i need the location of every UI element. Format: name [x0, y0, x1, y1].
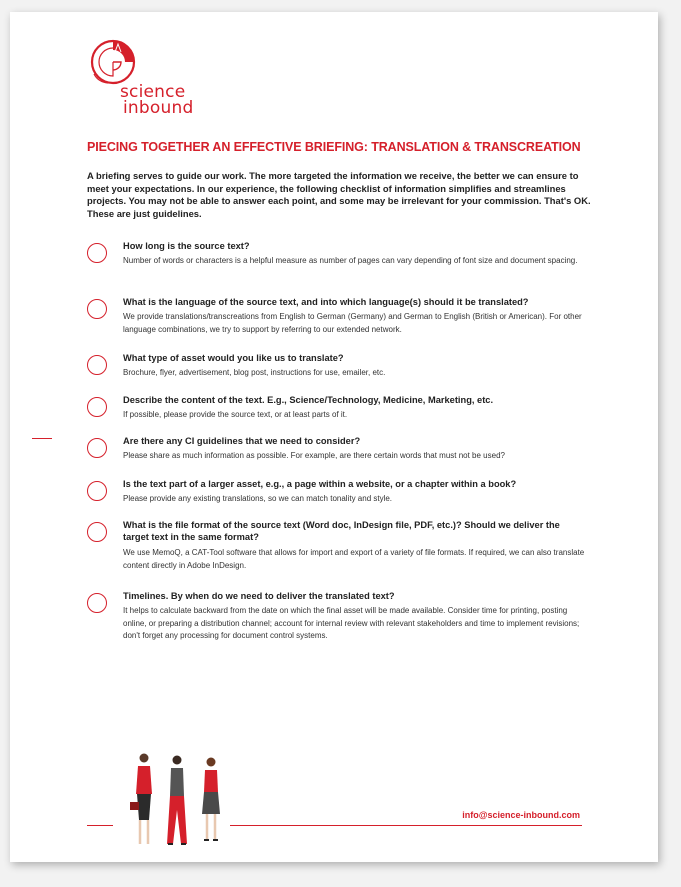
checklist-answer: We use MemoQ, a CAT-Tool software that allows for import and export of a variety of file formats. If required, we can also translate content directly in Adobe InDesign.: [123, 548, 585, 570]
logo-wordmark: [120, 84, 193, 116]
checklist-answer: If possible, please provide the source text, or at least parts of it.: [123, 410, 348, 419]
checklist-question: What type of asset would you like us to translate?: [123, 353, 344, 363]
person-3-figure: [202, 758, 220, 841]
person-2-figure: [167, 756, 187, 845]
science-inbound-logo: [88, 36, 228, 131]
checklist-answer: Please provide any existing translations, so we can match tonality and style.: [123, 494, 393, 503]
checklist: [87, 240, 602, 680]
person-1-figure: [130, 754, 152, 845]
checkbox-circle-icon[interactable]: [87, 481, 107, 501]
checklist-answer: Brochure, flyer, advertisement, blog post, instructions for use, emailer, etc.: [123, 368, 386, 377]
page-title: PIECING TOGETHER AN EFFECTIVE BRIEFING: TRANSLATION & TRANSCREATION: [87, 140, 581, 154]
intro-paragraph: A briefing serves to guide our work. The more targeted the information we receive, the better we can ensure to meet your expectations. In our experience, the following checklist of information simplifies and streamlines projects. You may not be able to answer each point, and some may be irrelevant for your commission. That's OK. These are just guidelines.: [87, 170, 591, 219]
document-page: [10, 12, 658, 862]
checkbox-circle-icon[interactable]: [87, 438, 107, 458]
logo-line-2: inbound: [123, 98, 194, 118]
contact-email-link[interactable]: info@science-inbound.com: [462, 810, 580, 820]
checkbox-circle-icon[interactable]: [87, 243, 107, 263]
three-people-illustration: [122, 750, 232, 850]
checkbox-circle-icon[interactable]: [87, 397, 107, 417]
checklist-answer: Please share as much information as possible. For example, are there certain words that must not be used?: [123, 451, 505, 460]
checklist-question: Is the text part of a larger asset, e.g., a page within a website, or a chapter within a book?: [123, 479, 517, 489]
footer-rule-left: [87, 825, 113, 826]
footer-rule-right: [230, 825, 582, 826]
logo-line-1: science: [120, 82, 186, 102]
checkbox-circle-icon[interactable]: [87, 355, 107, 375]
checklist-question: Timelines. By when do we need to deliver the translated text?: [123, 591, 395, 601]
checklist-question: Are there any CI guidelines that we need to consider?: [123, 436, 361, 446]
checklist-question: Describe the content of the text. E.g., Science/Technology, Medicine, Marketing, etc.: [123, 395, 494, 405]
checklist-answer: We provide translations/transcreations from English to German (Germany) and German to English (British or American). For other language combinations, we try to support by referring to our extended network.: [123, 312, 582, 334]
checklist-answer: It helps to calculate backward from the date on which the final asset will be made available. Consider time for printing, posting online, or preparing a distribution channel; account for internal review with relevant stakeholders and time to implement revisions; don't forget any processing for document control systems.: [123, 606, 580, 640]
checklist-answer: Number of words or characters is a helpful measure as number of pages can vary depending of font size and document spacing.: [123, 256, 578, 265]
checkbox-circle-icon[interactable]: [87, 299, 107, 319]
checklist-question: How long is the source text?: [123, 241, 250, 251]
checkbox-circle-icon[interactable]: [87, 593, 107, 613]
checklist-question: What is the language of the source text, and into which language(s) should it be translated?: [123, 297, 529, 307]
checkbox-circle-icon[interactable]: [87, 522, 107, 542]
checklist-question: What is the file format of the source text (Word doc, InDesign file, PDF, etc.)? Should we deliver the target text in the same format?: [123, 520, 560, 542]
margin-mark: [32, 438, 52, 439]
